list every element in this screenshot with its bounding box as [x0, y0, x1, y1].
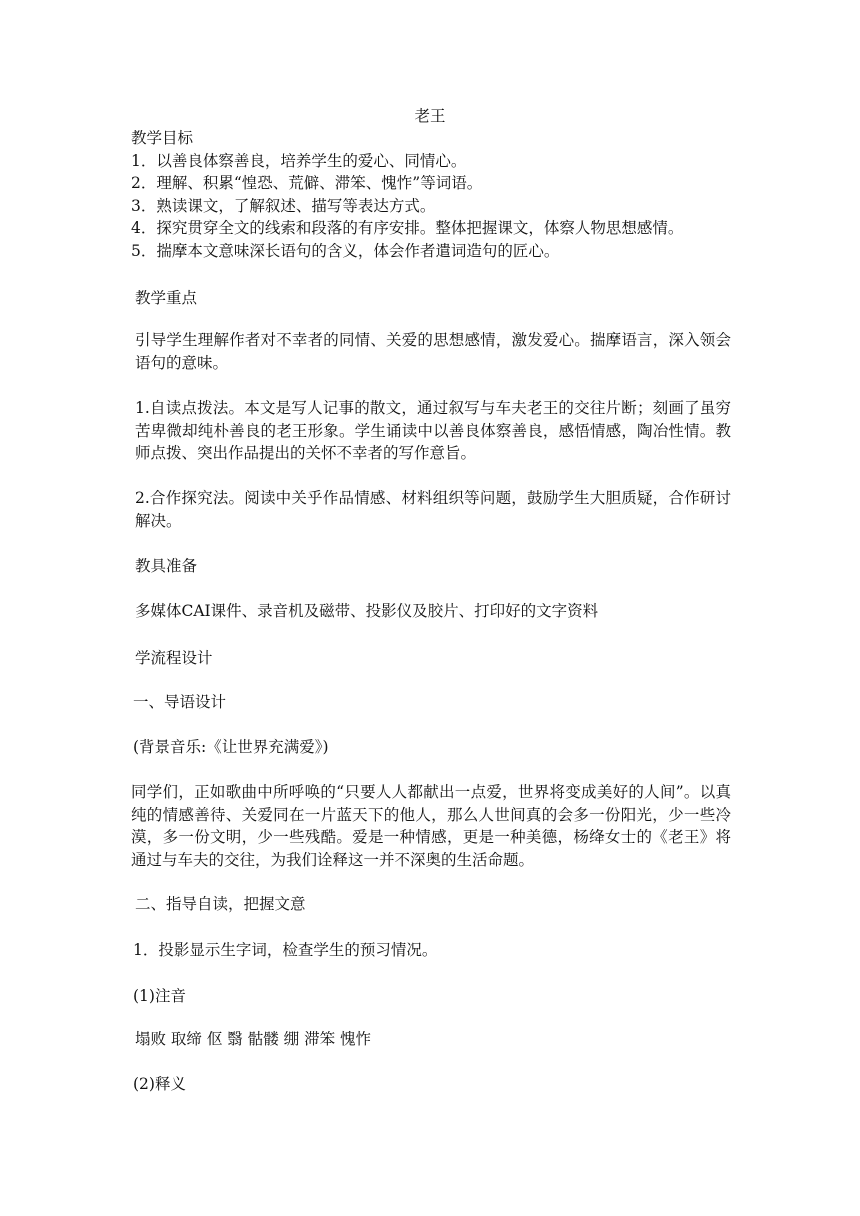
intro-paragraph: 同学们，正如歌曲中所呼唤的“只要人人都献出一点爱，世界将变成美好的人间”。以真纯的情感善待、关爱同在一片蓝天下的他人，那么人世间真的会多一份阳光，少一些冷漠，多一份文明，少一些残酷。爱是一种情感，更是一种美德，杨绛女士的《老王》将通过与车夫的交往，为我们诠释这一并不深奥的生活命题。 [131, 783, 731, 869]
objectives-section [131, 127, 731, 262]
pinyin-heading: (1)注音 [133, 987, 186, 1005]
method-1-paragraph: 1.自读点拨法。本文是写人记事的散文，通过叙写与车夫老王的交往片断；刻画了虽穷苦卑微却纯朴善良的老王形象。学生诵读中以善良体察善良，感悟情感，陶冶性情。教师点拨、突出作品提出的关怀不幸者的写作意旨。 [135, 399, 731, 462]
section-2-heading: 二、指导自读，把握文意 [135, 895, 306, 913]
method-2-paragraph: 2.合作探究法。阅读中关乎作品情感、材料组织等问题，鼓励学生大胆质疑，合作研讨解决。 [135, 489, 731, 530]
vocabulary-words: 塌败 取缔 伛 翳 骷髅 绷 滞笨 愧怍 [135, 1030, 371, 1048]
objective-item: 1．以善良体察善良，培养学生的爱心、同情心。 [131, 151, 467, 170]
background-music-note: (背景音乐:《让世界充满爱》) [133, 738, 329, 756]
objectives-heading: 教学目标 [131, 129, 194, 147]
objective-item: 2．理解、积累“惶恐、荒僻、滞笨、愧怍”等词语。 [131, 174, 483, 192]
step-1-text: 1．投影显示生字词，检查学生的预习情况。 [133, 941, 438, 959]
document-title: 老王 [414, 107, 446, 125]
objective-item: 3．熟读课文，了解叙述、描写等表达方式。 [131, 196, 436, 215]
objective-item: 5．揣摩本文意味深长语句的含义，体会作者遣词造句的匠心。 [131, 241, 560, 260]
meaning-heading: (2)释义 [133, 1075, 186, 1093]
key-points-text: 引导学生理解作者对不幸者的同情、关爱的思想感情，激发爱心。揣摩语言，深入领会语句的意味。 [135, 331, 731, 372]
section-1-heading: 一、导语设计 [133, 693, 227, 711]
key-points-heading: 教学重点 [135, 289, 198, 307]
equipment-heading: 教具准备 [135, 557, 198, 575]
objective-item: 4．探究贯穿全文的线索和段落的有序安排。整体把握课文，体察人物思想感情。 [131, 219, 684, 237]
equipment-text: 多媒体CAI课件、录音机及磁带、投影仪及胶片、打印好的文字资料 [135, 602, 599, 620]
process-heading: 学流程设计 [135, 649, 213, 667]
